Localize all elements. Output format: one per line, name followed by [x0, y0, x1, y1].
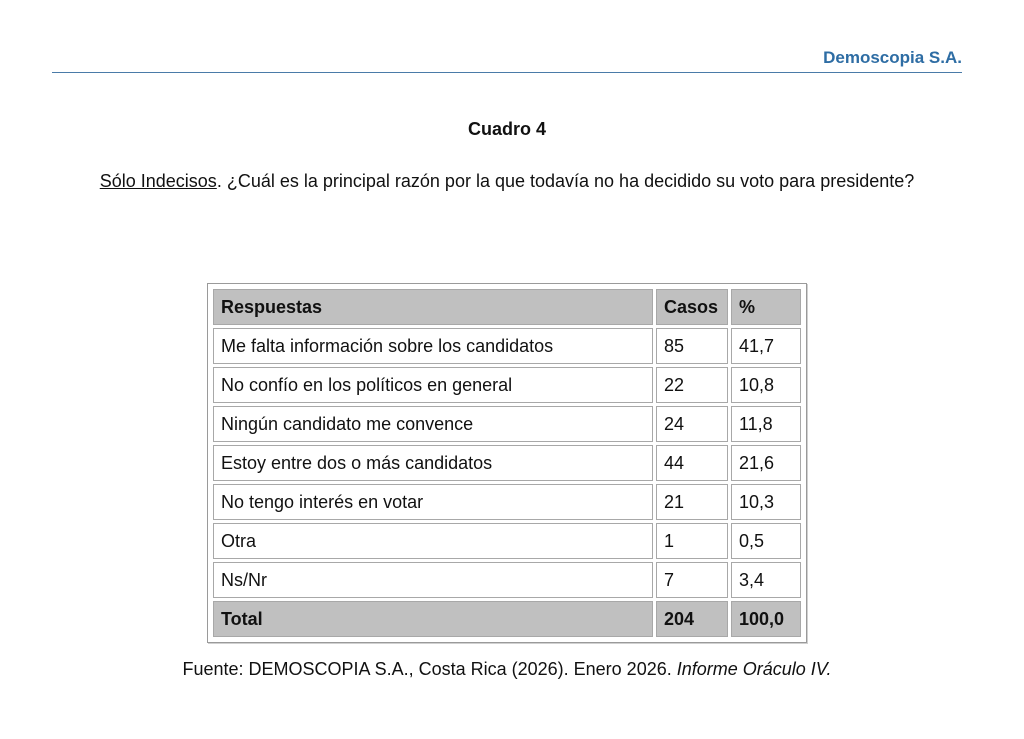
cell-casos: 24: [656, 406, 728, 442]
table-row: [213, 367, 801, 403]
cell-percent: 3,4: [731, 562, 801, 598]
cell-casos: 85: [656, 328, 728, 364]
cell-percent: 10,3: [731, 484, 801, 520]
question-text: [88, 160, 926, 202]
total-percent: 100,0: [731, 601, 801, 637]
question-body: ¿Cuál es la principal razón por la que todavía no ha decidido su voto para presidente?: [221, 171, 915, 191]
table-title: Cuadro 4: [467, 119, 546, 139]
results-table: [210, 286, 804, 640]
table-header-row: [213, 289, 801, 325]
cell-respuesta: No confío en los políticos en general: [213, 367, 653, 403]
cell-casos: 21: [656, 484, 728, 520]
source-report-title: Informe Oráculo IV.: [676, 659, 832, 679]
cell-casos: 22: [656, 367, 728, 403]
cell-percent: 11,8: [731, 406, 801, 442]
cell-respuesta: No tengo interés en votar: [213, 484, 653, 520]
source-citation: [0, 659, 1014, 680]
question-lead-punct: .: [216, 171, 222, 191]
table-total-row: [213, 601, 801, 637]
cell-respuesta: Ns/Nr: [213, 562, 653, 598]
source-text: Fuente: DEMOSCOPIA S.A., Costa Rica (2026). Enero 2026: [182, 659, 667, 679]
table-row: [213, 328, 801, 364]
cell-respuesta: Otra: [213, 523, 653, 559]
cell-respuesta: Me falta información sobre los candidatos: [213, 328, 653, 364]
header-respuestas: Respuestas: [213, 289, 653, 325]
header-divider: [52, 72, 962, 73]
cell-percent: 0,5: [731, 523, 801, 559]
header-percent: %: [731, 289, 801, 325]
table-row: [213, 562, 801, 598]
table-row: [213, 406, 801, 442]
total-label: Total: [213, 601, 653, 637]
total-casos: 204: [656, 601, 728, 637]
question-lead: Sólo Indecisos: [99, 171, 217, 191]
cell-respuesta: Ningún candidato me convence: [213, 406, 653, 442]
cell-percent: 41,7: [731, 328, 801, 364]
cell-respuesta: Estoy entre dos o más candidatos: [213, 445, 653, 481]
table-row: [213, 445, 801, 481]
table-row: [213, 484, 801, 520]
cell-casos: 44: [656, 445, 728, 481]
header-brand: Demoscopia S.A.: [823, 48, 962, 67]
cell-casos: 7: [656, 562, 728, 598]
cell-percent: 21,6: [731, 445, 801, 481]
table-row: [213, 523, 801, 559]
source-separator: .: [666, 659, 677, 679]
cell-casos: 1: [656, 523, 728, 559]
header-casos: Casos: [656, 289, 728, 325]
results-table-frame: [207, 283, 807, 643]
cell-percent: 10,8: [731, 367, 801, 403]
